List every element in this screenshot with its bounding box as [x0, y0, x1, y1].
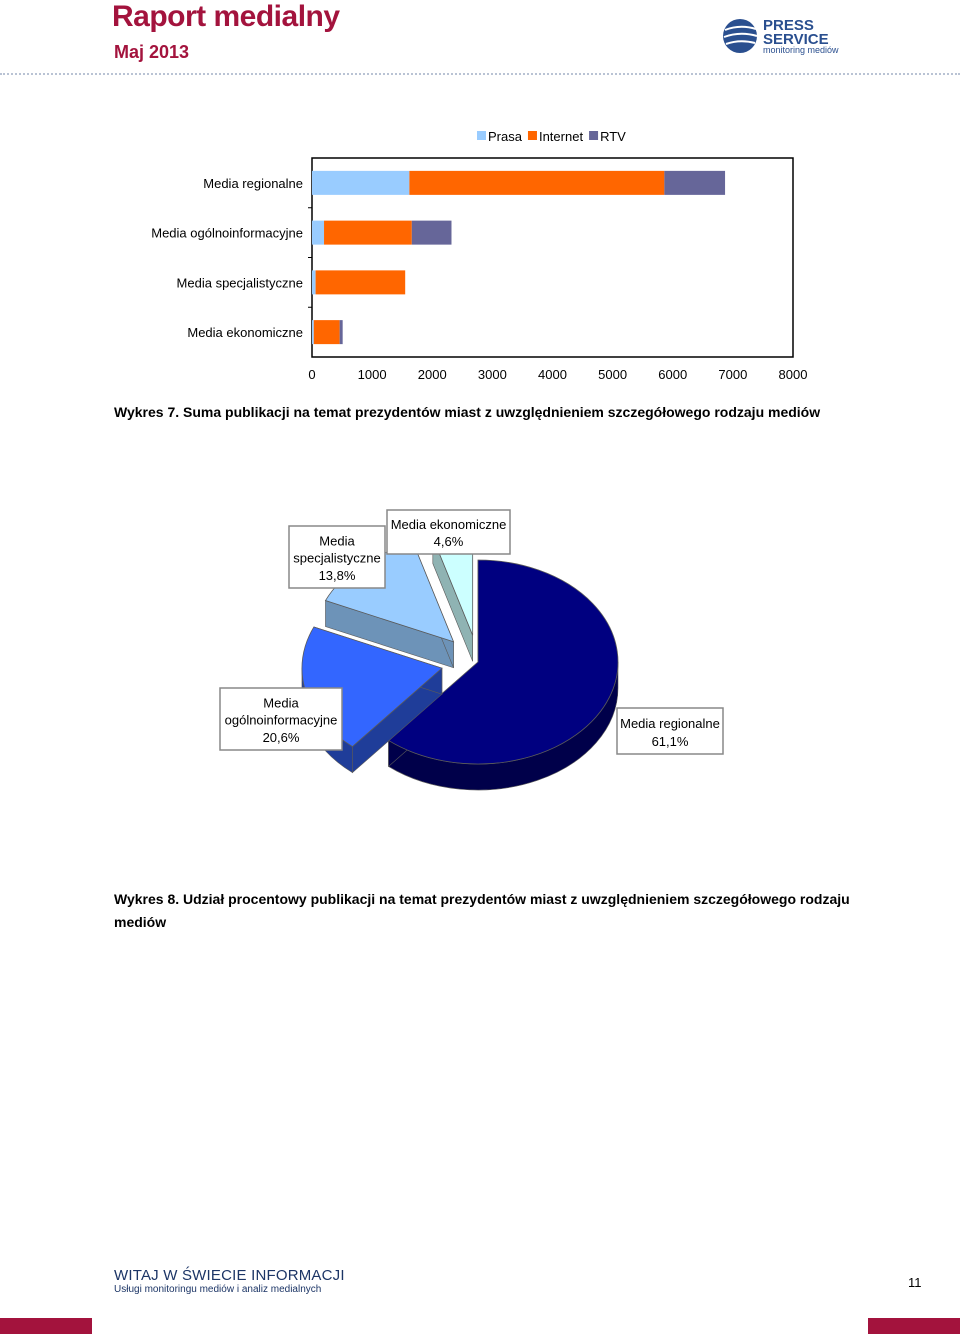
pie-chart — [0, 500, 960, 880]
pie-label-3 — [387, 510, 510, 554]
bar-0-1 — [409, 171, 664, 195]
footer-tab-left — [0, 1318, 92, 1334]
chart2-caption-line1: Wykres 8. Udział procentowy publikacji na temat prezydentów miast z uwzględnieniem szczegółowego rodzaju — [114, 891, 850, 907]
report-title: Raport medialny — [112, 0, 340, 33]
pie-label-text-1-2: 20,6% — [262, 730, 300, 745]
bar-1-1 — [324, 221, 412, 245]
legend-swatch-0 — [477, 131, 486, 140]
x-tick-label-5: 5000 — [598, 367, 628, 382]
legend-swatch-2 — [589, 131, 598, 140]
category-label-2: Media specjalistyczne — [176, 275, 303, 291]
bar-2-0 — [312, 270, 316, 294]
page-number: 11 — [908, 1275, 922, 1290]
legend-label-0: Prasa — [488, 129, 522, 144]
x-tick-label-2: 2000 — [417, 367, 447, 382]
pie-label-text-0-1: 61,1% — [651, 734, 689, 749]
pie-label-1 — [220, 688, 342, 750]
pie-label-text-3-0: Media ekonomiczne — [390, 517, 507, 532]
header-divider — [0, 73, 960, 75]
pie-label-text-3-1: 4,6% — [433, 534, 464, 549]
pie-label-text-1-0: Media — [263, 695, 299, 711]
bar-1-0 — [312, 221, 324, 245]
bar-1-2 — [412, 221, 452, 245]
pie-label-2 — [289, 526, 385, 588]
x-tick-label-1: 1000 — [357, 367, 387, 382]
x-tick-label-0: 0 — [308, 367, 316, 382]
bar-0-2 — [664, 171, 725, 195]
pie-label-text-2-0: Media — [319, 533, 355, 549]
pie-label-text-1-1: ogólnoinformacyjne — [224, 712, 338, 728]
logo-line2: SERVICE — [763, 31, 829, 48]
press-service-logo — [722, 14, 862, 58]
bar-3-0 — [312, 320, 314, 344]
logo-line1: PRESS — [763, 17, 814, 34]
footer-tab-right — [868, 1318, 960, 1334]
bar-chart — [0, 110, 960, 510]
category-label-0: Media regionalne — [203, 175, 303, 191]
legend-label-2: RTV — [600, 129, 626, 144]
x-tick-label-8: 8000 — [778, 367, 808, 382]
legend-label-1: Internet — [538, 129, 584, 144]
bar-2-1 — [316, 270, 406, 294]
chart2-caption-line2: mediów — [114, 914, 167, 930]
bar-0-0 — [312, 171, 409, 195]
bar-3-2 — [340, 320, 343, 344]
category-label-3: Media ekonomiczne — [187, 325, 303, 341]
category-label-1: Media ogólnoinformacyjne — [151, 225, 303, 241]
pie-label-text-0-0: Media regionalne — [620, 716, 720, 731]
footer-tagline: Usługi monitoringu mediów i analiz medialnych — [114, 1284, 322, 1295]
pie-label-text-2-1: specjalistyczne — [293, 550, 381, 566]
x-tick-label-7: 7000 — [718, 367, 748, 382]
bar-3-1 — [314, 320, 340, 344]
pie-label-text-2-2: 13,8% — [318, 568, 356, 583]
pie-label-0 — [617, 708, 723, 754]
legend-swatch-1 — [528, 131, 537, 140]
chart1-caption: Wykres 7. Suma publikacji na temat prezydentów miast z uwzględnieniem szczegółowego rodzaju mediów — [114, 404, 821, 420]
report-date: Maj 2013 — [114, 42, 190, 62]
x-tick-label-4: 4000 — [538, 367, 567, 382]
x-tick-label-6: 6000 — [658, 367, 688, 382]
footer-brand: WITAJ W ŚWIECIE INFORMACJI — [114, 1267, 345, 1284]
logo-line3: monitoring mediów — [763, 45, 839, 55]
x-tick-label-3: 3000 — [477, 367, 507, 382]
